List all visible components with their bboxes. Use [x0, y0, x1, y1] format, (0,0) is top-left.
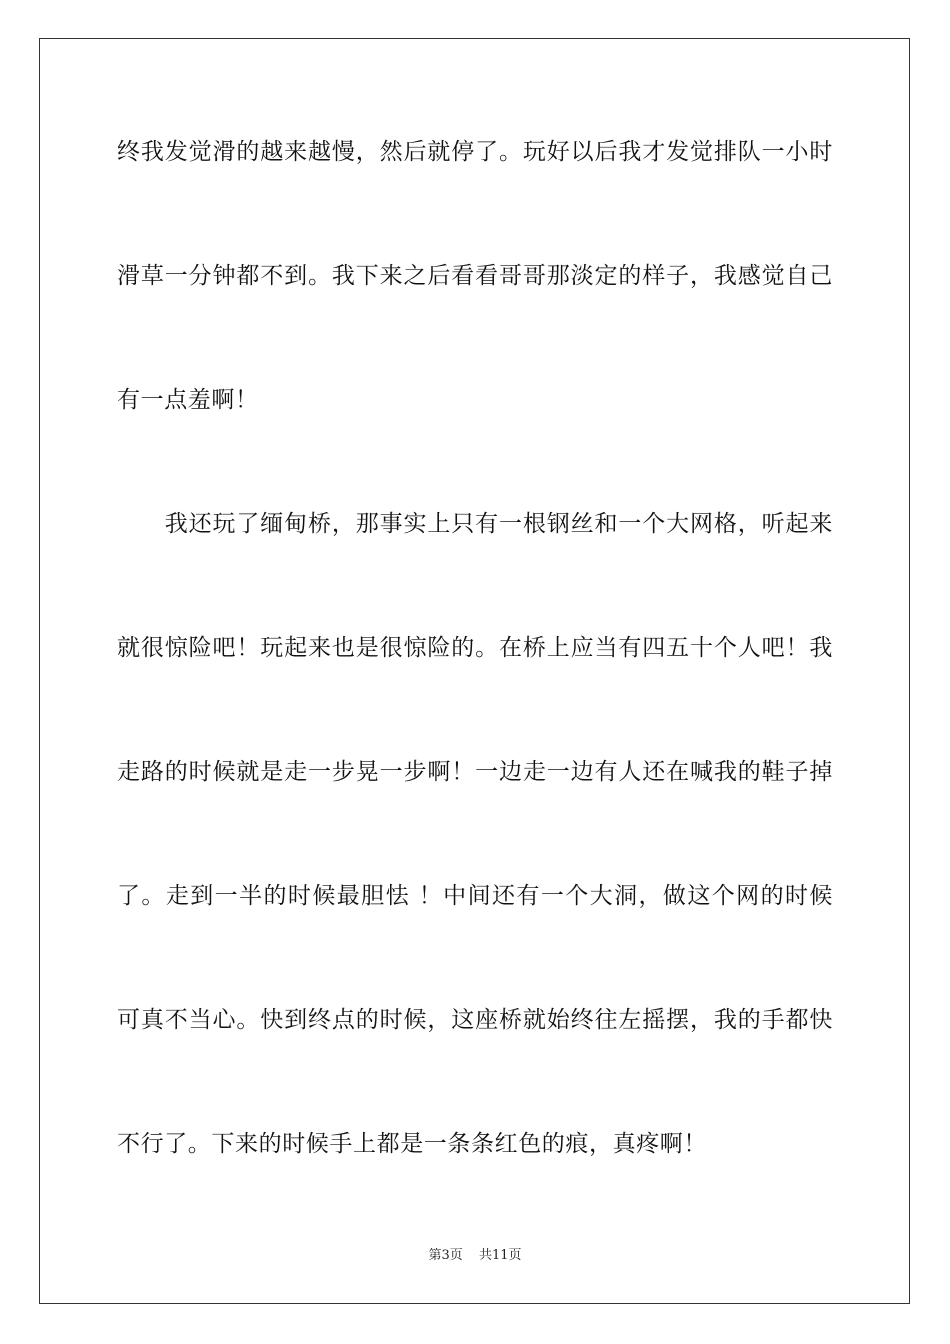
text-line: 了。走到一半的时候最胆怯 ！中间还有一个大洞，做这个网的时候 — [117, 883, 833, 909]
text-line: 可真不当心。快到终点的时候，这座桥就始终往左摇摆，我的手都快 — [117, 1007, 833, 1033]
text-line: 不行了。下来的时候手上都是一条条红色的痕，真疼啊！ — [117, 1131, 707, 1157]
page-border — [39, 38, 910, 1304]
page-footer — [0, 1247, 950, 1265]
page-total: 共11页 — [478, 1248, 522, 1263]
text-line: 就很惊险吧！玩起来也是很惊险的。在桥上应当有四五十个人吧！我 — [117, 635, 833, 661]
text-line: 走路的时候就是走一步晃一步啊！一边走一边有人还在喊我的鞋子掉 — [117, 759, 833, 785]
text-line: 终我发觉滑的越来越慢，然后就停了。玩好以后我才发觉排队一小时 — [117, 139, 833, 165]
text-line: 我还玩了缅甸桥，那事实上只有一根钢丝和一个大网格，听起来 — [117, 511, 833, 537]
page-number: 第3页 — [428, 1248, 463, 1263]
text-line: 有一点羞啊！ — [117, 387, 259, 413]
text-line: 滑草一分钟都不到。我下来之后看看哥哥那淡定的样子，我感觉自己 — [117, 263, 833, 289]
